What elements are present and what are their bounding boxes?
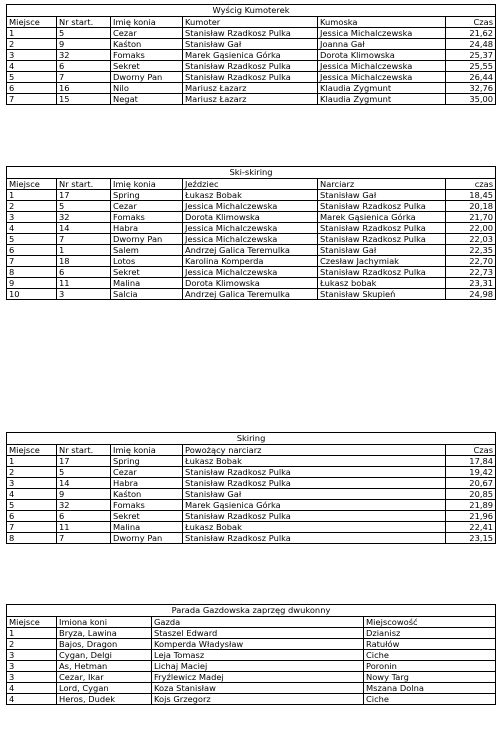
table-cell: Spring (111, 456, 183, 467)
table-cell: 22,41 (446, 522, 496, 533)
table-cell: 22,00 (446, 223, 496, 234)
table-cell: 21,70 (446, 212, 496, 223)
table-row (7, 234, 496, 245)
table-cell: 18,45 (446, 190, 496, 201)
table-cell: Kaśton (111, 489, 183, 500)
table-cell: Bajos, Dragon (57, 639, 152, 650)
column-header: Czas (446, 17, 496, 28)
table-cell: 10 (7, 289, 57, 300)
table-cell: 21,62 (446, 28, 496, 39)
table-cell: 5 (57, 201, 111, 212)
table-cell: Andrzej Galica Teremulka (183, 245, 318, 256)
table-cell: Staszel Edward (152, 628, 364, 639)
table-cell: Andrzej Galica Teremulka (183, 289, 318, 300)
table-cell: Stanisław Rzadkosz Pulka (183, 533, 446, 544)
table-cell: Dorota Klimowska (183, 212, 318, 223)
table-cell: 6 (57, 511, 111, 522)
table-row (7, 467, 496, 478)
table-cell: 7 (7, 522, 57, 533)
table-row (7, 694, 496, 705)
table-cell: 17 (57, 456, 111, 467)
table-cell: 6 (57, 267, 111, 278)
table-cell: 20,18 (446, 201, 496, 212)
table-cell: Jessica Michalczewska (183, 267, 318, 278)
table-row (7, 522, 496, 533)
table-cell: 22,35 (446, 245, 496, 256)
table-row (7, 278, 496, 289)
table-cell: 2 (7, 639, 57, 650)
table-row (7, 61, 496, 72)
table-cell: Mariusz Łazarz (183, 83, 318, 94)
table-cell: Heros, Dudek (57, 694, 152, 705)
table-row (7, 628, 496, 639)
table-cell: Cygan, Delgi (57, 650, 152, 661)
table-cell: 3 (7, 650, 57, 661)
table-cell: Leja Tomasz (152, 650, 364, 661)
table-cell: 7 (7, 256, 57, 267)
table-cell: Dzianisz (364, 628, 496, 639)
table-cell: Cezar, Ikar (57, 672, 152, 683)
table-row (7, 83, 496, 94)
table-cell: Malina (111, 278, 183, 289)
table-cell: Negat (111, 94, 183, 105)
column-header: Miejsce (7, 179, 57, 190)
table-cell: 1 (7, 28, 57, 39)
table-cell: 2 (7, 39, 57, 50)
table-cell: 8 (7, 267, 57, 278)
table-cell: Łukasz bobak (318, 278, 446, 289)
table-cell: Stanisław Rzadkosz Pulka (183, 467, 446, 478)
table-cell: 9 (57, 39, 111, 50)
table-cell: Joanna Gał (318, 39, 446, 50)
table-ski-skiring (6, 166, 496, 300)
table-cell: Koza Stanisław (152, 683, 364, 694)
table-row (7, 212, 496, 223)
table-row (7, 39, 496, 50)
table-cell: 7 (57, 533, 111, 544)
table-cell: Lichaj Maciej (152, 661, 364, 672)
column-header: Miejscowość (364, 617, 496, 628)
table-cell: 24,98 (446, 289, 496, 300)
table-cell: 16 (57, 83, 111, 94)
table-row (7, 533, 496, 544)
table-cell: 14 (57, 478, 111, 489)
table-cell: Stanisław Gał (318, 190, 446, 201)
table-cell: 6 (57, 61, 111, 72)
table-cell: 32 (57, 50, 111, 61)
table-cell: 6 (7, 245, 57, 256)
table-skiring (6, 432, 496, 544)
table-cell: 5 (7, 234, 57, 245)
table-cell: 3 (7, 661, 57, 672)
table-cell: 15 (57, 94, 111, 105)
table-cell: Ciche (364, 694, 496, 705)
table-cell: 3 (7, 672, 57, 683)
table-cell: Cezar (111, 201, 183, 212)
table-cell: 25,37 (446, 50, 496, 61)
table-row (7, 201, 496, 212)
table-cell: Dworny Pan (111, 72, 183, 83)
table-cell: Marek Gąsienica Górka (183, 500, 446, 511)
table-cell: 32 (57, 212, 111, 223)
table-cell: 26,44 (446, 72, 496, 83)
table-cell: 1 (7, 190, 57, 201)
table-cell: 4 (7, 223, 57, 234)
table-row (7, 72, 496, 83)
table-cell: Karolina Komperda (183, 256, 318, 267)
table-title: Ski-skiring (7, 167, 496, 179)
table-row (7, 223, 496, 234)
table-cell: Mariusz Łazarz (183, 94, 318, 105)
table-cell: Habra (111, 478, 183, 489)
header-row (7, 617, 496, 628)
table-row (7, 639, 496, 650)
column-header: Nr start. (57, 445, 111, 456)
table-cell: Stanisław Gał (318, 245, 446, 256)
column-header: Gazda (152, 617, 364, 628)
table-cell: 9 (57, 489, 111, 500)
table-row (7, 289, 496, 300)
table-cell: Lord, Cygan (57, 683, 152, 694)
table-title: Parada Gazdowska zaprzęg dwukonny (7, 605, 496, 617)
table-cell: 5 (7, 500, 57, 511)
column-header: Powożący narciarz (183, 445, 446, 456)
table-row (7, 650, 496, 661)
table-cell: 24,48 (446, 39, 496, 50)
table-cell: 35,00 (446, 94, 496, 105)
table-cell: Stanisław Rzadkosz Pulka (183, 478, 446, 489)
table-cell: Habra (111, 223, 183, 234)
table-cell: Klaudia Zygmunt (318, 94, 446, 105)
column-header: Czas (446, 445, 496, 456)
table-cell: 23,31 (446, 278, 496, 289)
table-cell: 1 (7, 456, 57, 467)
table-cell: 32,76 (446, 83, 496, 94)
table-cell: Czesław Jachymiak (318, 256, 446, 267)
table-row (7, 50, 496, 61)
table-cell: Mszana Dolna (364, 683, 496, 694)
table-row (7, 190, 496, 201)
table-cell: Ciche (364, 650, 496, 661)
table-row (7, 661, 496, 672)
table-row (7, 245, 496, 256)
table-cell: 3 (7, 212, 57, 223)
table-cell: 8 (7, 533, 57, 544)
table-cell: 19,42 (446, 467, 496, 478)
table-cell: Dworny Pan (111, 533, 183, 544)
table-cell: 17,84 (446, 456, 496, 467)
table-row (7, 478, 496, 489)
table-cell: 21,89 (446, 500, 496, 511)
column-header: czas (446, 179, 496, 190)
table-row (7, 500, 496, 511)
table-cell: Poronin (364, 661, 496, 672)
table-cell: Jessica Michalczewska (318, 72, 446, 83)
table-cell: 4 (7, 489, 57, 500)
table-cell: Marek Gąsienica Górka (183, 50, 318, 61)
table-cell: Stanisław Rzadkosz Pulka (183, 72, 318, 83)
table-cell: Fomaks (111, 500, 183, 511)
column-header: Imię konia (111, 17, 183, 28)
table-title: Skiring (7, 433, 496, 445)
table-cell: 1 (57, 245, 111, 256)
column-header: Jeździec (183, 179, 318, 190)
column-header: Miejsce (7, 617, 57, 628)
table-cell: 6 (7, 83, 57, 94)
table-cell: 21,96 (446, 511, 496, 522)
column-header: Imię konia (111, 179, 183, 190)
table-cell: Sekret (111, 511, 183, 522)
table-row (7, 456, 496, 467)
column-header: Nr start. (57, 179, 111, 190)
table-cell: 14 (57, 223, 111, 234)
table-cell: Ratułów (364, 639, 496, 650)
table-cell: Dorota Klimowska (318, 50, 446, 61)
table-cell: 5 (7, 72, 57, 83)
table-cell: Stanisław Rzadkosz Pulka (183, 511, 446, 522)
table-cell: Jessica Michalczewska (318, 28, 446, 39)
table-cell: 1 (7, 628, 57, 639)
table-cell: Sekret (111, 267, 183, 278)
table-cell: Salcia (111, 289, 183, 300)
header-row (7, 445, 496, 456)
table-cell: 5 (57, 467, 111, 478)
table-cell: Nilo (111, 83, 183, 94)
table-cell: Jessica Michalczewska (318, 61, 446, 72)
table-row (7, 672, 496, 683)
column-header: Kumoska (318, 17, 446, 28)
column-header: Miejsce (7, 17, 57, 28)
table-cell: 22,03 (446, 234, 496, 245)
table-cell: Komperda Władysław (152, 639, 364, 650)
table-cell: Fomaks (111, 50, 183, 61)
table-cell: 3 (57, 289, 111, 300)
table-cell: 5 (57, 28, 111, 39)
table-cell: 23,15 (446, 533, 496, 544)
table-cell: Fryźlewicz Madej (152, 672, 364, 683)
column-header: Narciarz (318, 179, 446, 190)
table-cell: Łukasz Bobak (183, 190, 318, 201)
table-cell: Stanisław Rzadkosz Pulka (318, 267, 446, 278)
table-cell: Marek Gąsienica Górka (318, 212, 446, 223)
table-cell: Jessica Michalczewska (183, 223, 318, 234)
table-row (7, 489, 496, 500)
column-header: Imiona koni (57, 617, 152, 628)
header-row (7, 179, 496, 190)
table-cell: 9 (7, 278, 57, 289)
table-cell: Cezar (111, 467, 183, 478)
table-cell: 20,67 (446, 478, 496, 489)
table-cell: 20,85 (446, 489, 496, 500)
table-cell: 3 (7, 478, 57, 489)
table-cell: 7 (7, 94, 57, 105)
table-cell: Spring (111, 190, 183, 201)
table-parada-gazdowska (6, 604, 496, 705)
header-row (7, 17, 496, 28)
table-cell: 25,55 (446, 61, 496, 72)
table-cell: Stanisław Skupień (318, 289, 446, 300)
table-cell: Stanisław Rzadkosz Pulka (183, 61, 318, 72)
table-cell: Bryza, Lawina (57, 628, 152, 639)
table-cell: 2 (7, 467, 57, 478)
table-cell: Lotos (111, 256, 183, 267)
table-cell: Dorota Klimowska (183, 278, 318, 289)
table-row (7, 511, 496, 522)
table-cell: Nowy Targ (364, 672, 496, 683)
table-row (7, 267, 496, 278)
table-cell: Salem (111, 245, 183, 256)
column-header: Imię konia (111, 445, 183, 456)
table-cell: Stanisław Gał (183, 489, 446, 500)
table-row (7, 683, 496, 694)
table-cell: 4 (7, 683, 57, 694)
table-wyscig-kumoterek (6, 4, 496, 105)
table-cell: 7 (57, 72, 111, 83)
table-cell: 2 (7, 201, 57, 212)
column-header: Nr start. (57, 17, 111, 28)
table-cell: Stanisław Rzadkosz Pulka (318, 201, 446, 212)
table-cell: Klaudia Zygmunt (318, 83, 446, 94)
table-cell: Stanisław Rzadkosz Pulka (183, 28, 318, 39)
table-cell: Fomaks (111, 212, 183, 223)
table-cell: 11 (57, 522, 111, 533)
column-header: Miejsce (7, 445, 57, 456)
column-header: Kumoter (183, 17, 318, 28)
table-cell: Jessica Michalczewska (183, 234, 318, 245)
table-cell: Stanisław Rzadkosz Pulka (318, 234, 446, 245)
table-cell: As, Hetman (57, 661, 152, 672)
table-cell: 22,70 (446, 256, 496, 267)
table-cell: Stanisław Rzadkosz Pulka (318, 223, 446, 234)
table-cell: 4 (7, 61, 57, 72)
table-cell: Dworny Pan (111, 234, 183, 245)
table-cell: Stanisław Gał (183, 39, 318, 50)
table-cell: 6 (7, 511, 57, 522)
table-row (7, 94, 496, 105)
table-cell: Cezar (111, 28, 183, 39)
table-row (7, 256, 496, 267)
table-cell: 18 (57, 256, 111, 267)
table-cell: 11 (57, 278, 111, 289)
table-cell: 3 (7, 50, 57, 61)
table-cell: Łukasz Bobak (183, 456, 446, 467)
table-title: Wyścig Kumoterek (7, 5, 496, 17)
table-cell: 7 (57, 234, 111, 245)
table-cell: Jessica Michalczewska (183, 201, 318, 212)
table-row (7, 28, 496, 39)
table-cell: Kaśton (111, 39, 183, 50)
table-cell: Łukasz Bobak (183, 522, 446, 533)
table-cell: Kojs Grzegorz (152, 694, 364, 705)
table-cell: 22,73 (446, 267, 496, 278)
table-cell: Sekret (111, 61, 183, 72)
table-cell: 4 (7, 694, 57, 705)
table-cell: Malina (111, 522, 183, 533)
table-cell: 32 (57, 500, 111, 511)
table-cell: 17 (57, 190, 111, 201)
